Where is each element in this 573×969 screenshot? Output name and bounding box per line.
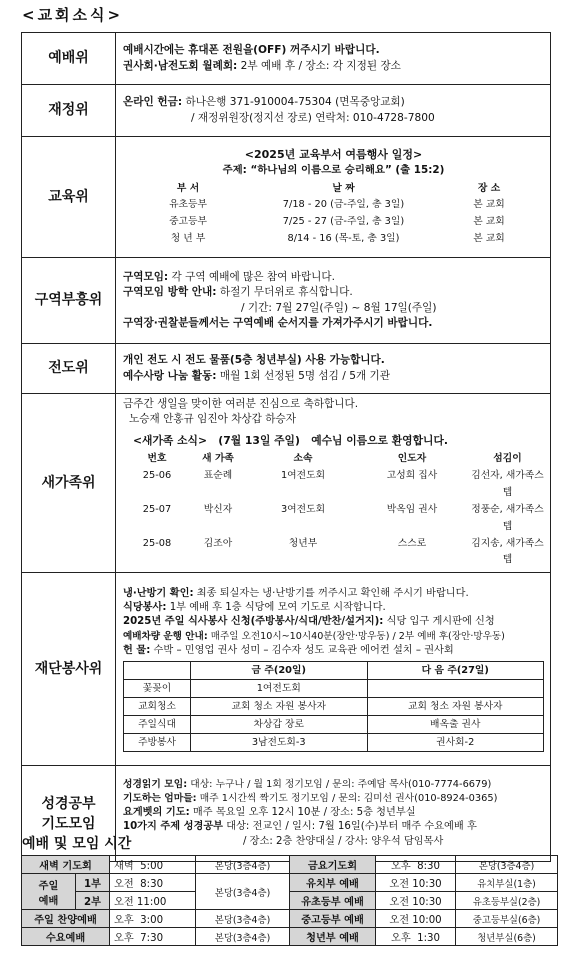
evangelism-line2-rest: 매월 1회 선정된 5명 섬김 / 5개 기관 — [216, 369, 391, 382]
bible-label-line2: 기도모임 — [41, 815, 96, 832]
duty-this-week: 1여전도회 — [191, 680, 368, 698]
nf-name: 김조아 — [203, 537, 233, 549]
finance-line1-bold: 온라인 헌금: — [123, 96, 183, 109]
friday-time: 오후 8:30 — [376, 856, 456, 874]
elem-label: 유초등부 예배 — [290, 892, 376, 910]
service-line1-bold: 냉·난방기 확인: — [123, 587, 194, 599]
worship-content — [116, 33, 551, 85]
worship-line2-bold: 권사회·남전도회 월례회: — [123, 59, 238, 72]
nf-no: 25-06 — [142, 470, 172, 482]
schedule-row — [22, 928, 558, 946]
duty-label: 주방봉사 — [124, 734, 191, 752]
duty-label: 주일식대 — [124, 716, 191, 734]
edu-header-place: 장 소 — [477, 182, 501, 194]
district-row — [22, 258, 551, 344]
nf-guide: 박옥임 권사 — [386, 503, 438, 515]
duty-header-this-week: 금 주(20일) — [191, 662, 368, 680]
district-line4: 구역장·권찰분들께서는 구역예배 순서지를 가져가주시기 바랍니다. — [123, 316, 433, 329]
nf-guide: 스스로 — [397, 537, 427, 549]
elem-time: 오전 10:30 — [376, 892, 456, 910]
bible-line5: / 장소: 2층 찬양대실 / 강사: 양우석 담임목사 — [243, 835, 444, 847]
service-duty-header — [124, 662, 544, 680]
service-line4 — [123, 630, 544, 644]
district-line2-bold: 구역모임 방학 안내: — [123, 286, 217, 299]
nf-header-server: 섬김이 — [493, 453, 522, 465]
praise-time: 오후 3:00 — [110, 910, 196, 928]
service-line3-bold: 2025년 주일 식사봉사 신청(주방봉사/식대/반찬/설거지): — [123, 616, 384, 628]
finance-line1-rest: 하나은행 371-910004-75304 (면목중앙교회) — [182, 96, 405, 109]
dawn-time: 새벽 5:00 — [110, 856, 196, 874]
schedule-table — [21, 855, 558, 946]
newfamily-grid — [131, 451, 544, 569]
sunday-part2: 2부 — [76, 892, 110, 910]
evangelism-row — [22, 344, 551, 394]
duty-next-week: 교회 청소 자원 봉사자 — [367, 698, 544, 716]
finance-line1 — [123, 95, 544, 110]
sunday-time1: 오전 8:30 — [110, 874, 196, 892]
newfamily-birthdays: 노승재 안홍규 임진아 차상갑 하승자 — [129, 413, 296, 426]
edu-place: 본 교회 — [473, 216, 505, 228]
nf-header-name: 새 가족 — [202, 453, 234, 465]
newfamily-content — [116, 394, 551, 573]
nf-group: 청년부 — [288, 537, 318, 549]
duty-label: 교회청소 — [124, 698, 191, 716]
edu-dept: 청 년 부 — [170, 233, 206, 245]
education-heading: <2025년 교육부서 여름행사 일정> — [244, 148, 423, 162]
edu-date: 7/18 - 20 (금-주일, 총 3일) — [282, 199, 405, 211]
service-row — [22, 573, 551, 766]
district-label: 구역부흥위 — [22, 258, 116, 344]
schedule-row — [22, 910, 558, 928]
newfamily-label: 새가족위 — [22, 394, 116, 573]
service-label: 재단봉사위 — [22, 573, 116, 766]
nf-no: 25-07 — [142, 503, 172, 515]
bible-line4 — [123, 820, 544, 834]
youth-place: 청년부실(6층) — [456, 928, 558, 946]
praise-place: 본당(3층4층) — [196, 910, 290, 928]
finance-content — [116, 85, 551, 137]
duty-this-week: 교회 청소 자원 봉사자 — [191, 698, 368, 716]
nf-server: 김선자, 새가족스텝 — [471, 470, 544, 499]
wed-place: 본당(3층4층) — [196, 928, 290, 946]
service-line4-rest: 매주일 오전10시~10시40분(장안·망우동) / 2부 예배 후(장안·망우동) — [207, 630, 505, 642]
service-line5 — [123, 644, 544, 658]
nf-name: 박신자 — [203, 503, 233, 515]
duty-label: 꽃꽂이 — [124, 680, 191, 698]
bible-line2-bold: 기도하는 엄마들: — [123, 793, 197, 805]
newfamily-row — [22, 394, 551, 573]
page-title: <교회소식> — [22, 6, 124, 24]
nf-header-group: 소속 — [293, 453, 313, 465]
duty-header-next-week: 다 음 주(27일) — [367, 662, 544, 680]
service-line3 — [123, 615, 544, 629]
mid-place: 중고등부실(6층) — [456, 910, 558, 928]
dawn-label: 새벽 기도회 — [22, 856, 110, 874]
service-line1 — [123, 587, 544, 601]
district-line2 — [123, 285, 544, 300]
district-content — [116, 258, 551, 344]
nf-server: 정풍순, 새가족스텝 — [471, 503, 544, 532]
bible-line3-bold: 요게벳의 기도: — [123, 806, 190, 818]
nf-server: 김지송, 새가족스텝 — [471, 537, 544, 566]
edu-place: 본 교회 — [473, 199, 505, 211]
nf-name: 표순례 — [203, 470, 233, 482]
duty-next-week: 권사회-2 — [367, 734, 544, 752]
praise-label: 주일 찬양예배 — [22, 910, 110, 928]
edu-dept: 중고등부 — [169, 216, 207, 228]
district-line1-rest: 각 구역 예배에 많은 참여 바랍니다. — [168, 271, 336, 284]
bible-line3 — [123, 806, 544, 820]
friday-place: 본당(3층4층) — [456, 856, 558, 874]
duty-header-blank — [124, 662, 191, 680]
mid-label: 중고등부 예배 — [290, 910, 376, 928]
edu-date: 8/14 - 16 (목-토, 총 3일) — [287, 233, 400, 245]
evangelism-label: 전도위 — [22, 344, 116, 394]
nf-group: 3여전도회 — [280, 503, 326, 515]
bible-line2 — [123, 792, 544, 806]
education-theme: 주제: “하나님의 이름으로 승리해요” (출 15:2) — [222, 163, 445, 176]
edu-header-date: 날 짜 — [332, 182, 355, 194]
kinder-time: 오전 10:30 — [376, 874, 456, 892]
duty-next-week: 배옥출 권사 — [367, 716, 544, 734]
education-schedule-grid — [123, 181, 544, 248]
finance-label: 재정위 — [22, 85, 116, 137]
district-line2-rest: 하절기 무더위로 휴식합니다. — [216, 286, 353, 299]
district-line3: / 기간: 7월 27일(주일) ~ 8월 17일(주일) — [241, 301, 437, 314]
worship-line2-rest: 2부 예배 후 / 장소: 각 지정된 장소 — [237, 59, 401, 72]
sunday-part1: 1부 — [76, 874, 110, 892]
kinder-place: 유치부실(1층) — [456, 874, 558, 892]
kinder-label: 유치부 예배 — [290, 874, 376, 892]
bible-line1-bold: 성경읽기 모임: — [123, 779, 188, 791]
evangelism-line2 — [123, 369, 544, 384]
edu-dept: 유초등부 — [169, 199, 207, 211]
schedule-title: 예배 및 모임 시간 — [22, 836, 132, 852]
bible-label-line1: 성경공부 — [41, 795, 96, 812]
service-line5-bold: 헌 물: — [123, 644, 151, 656]
edu-header-dept: 부 서 — [176, 182, 200, 194]
bible-line2-rest: 매주 1시간씩 짝기도 정기모임 / 문의: 김미선 권사(010-8924-0365) — [196, 793, 498, 805]
evangelism-line1: 개인 전도 시 전도 물품(5층 청년부실) 사용 가능합니다. — [123, 354, 385, 367]
finance-row — [22, 85, 551, 137]
worship-line1: 예배시간에는 휴대폰 전원을(OFF) 꺼주시기 바랍니다. — [123, 44, 380, 57]
nf-no: 25-08 — [142, 537, 172, 549]
service-line2-rest: 1부 예배 후 1층 식당에 모여 기도로 시작합니다. — [166, 602, 386, 613]
sunday-place: 본당(3층4층) — [196, 874, 290, 910]
service-line2-bold: 식당봉사: — [123, 602, 167, 613]
duty-row — [124, 680, 544, 698]
evangelism-content — [116, 344, 551, 394]
bible-line4-bold: 10가지 주제 성경공부 — [123, 821, 223, 833]
church-news-table — [21, 32, 551, 862]
sunday-label-line1: 주일 — [38, 880, 59, 892]
bible-line1 — [123, 778, 544, 792]
service-duty-table — [123, 661, 544, 752]
service-line3-rest: 식당 입구 게시판에 신청 — [383, 616, 495, 628]
nf-header-no: 번호 — [147, 453, 167, 465]
service-line1-rest: 최종 퇴실자는 냉·난방기를 꺼주시고 확인해 주시기 바랍니다. — [193, 587, 469, 599]
bible-content — [116, 766, 551, 862]
dawn-place: 본당(3층4층) — [196, 856, 290, 874]
newfamily-line1: 금주간 생일을 맞이한 여러분 진심으로 축하합니다. — [123, 398, 359, 410]
schedule-row — [22, 874, 558, 892]
duty-row — [124, 734, 544, 752]
edu-place: 본 교회 — [473, 233, 505, 245]
friday-label: 금요기도회 — [290, 856, 376, 874]
wed-label: 수요예배 — [22, 928, 110, 946]
edu-date: 7/25 - 27 (금-주일, 총 3일) — [282, 216, 405, 228]
youth-time: 오후 1:30 — [376, 928, 456, 946]
elem-place: 유초등부실(2층) — [456, 892, 558, 910]
schedule-row — [22, 892, 558, 910]
duty-row — [124, 716, 544, 734]
service-line4-bold: 예배차량 운행 안내: — [123, 630, 208, 642]
bible-line4-rest: 대상: 전교인 / 일시: 7월 16일(수)부터 매주 수요예배 후 — [223, 821, 477, 833]
youth-label: 청년부 예배 — [290, 928, 376, 946]
education-label: 교육위 — [22, 137, 116, 258]
duty-row — [124, 698, 544, 716]
finance-line2: / 재정위원장(정지선 장로) 연락처: 010-4728-7800 — [191, 111, 435, 124]
wed-time: 오후 7:30 — [110, 928, 196, 946]
evangelism-line2-bold: 예수사랑 나눔 활동: — [123, 369, 217, 382]
schedule-row — [22, 856, 558, 874]
mid-time: 오전 10:00 — [376, 910, 456, 928]
duty-this-week: 차상갑 장로 — [191, 716, 368, 734]
education-row — [22, 137, 551, 258]
bible-line1-rest: 대상: 누구나 / 월 1회 정기모임 / 문의: 주예담 목사(010-7774-6679) — [187, 779, 492, 791]
service-content — [116, 573, 551, 766]
nf-header-guide: 인도자 — [397, 453, 427, 465]
worship-row — [22, 33, 551, 85]
sunday-label — [22, 874, 76, 910]
nf-guide: 고성희 집사 — [386, 470, 438, 482]
duty-this-week: 3남전도회-3 — [191, 734, 368, 752]
duty-next-week — [367, 680, 544, 698]
nf-group: 1여전도회 — [280, 470, 326, 482]
bible-line3-rest: 매주 목요일 오후 12시 10분 / 장소: 5층 청년부실 — [189, 806, 416, 818]
worship-line2 — [123, 59, 544, 74]
worship-label: 예배위 — [22, 33, 116, 85]
service-line2 — [123, 601, 544, 615]
newfamily-news-heading: <새가족 소식> (7월 13일 주일) 예수님 이름으로 환영합니다. — [133, 434, 448, 448]
district-line1-bold: 구역모임: — [123, 271, 169, 284]
sunday-label-line2: 예배 — [38, 895, 59, 907]
education-content — [116, 137, 551, 258]
service-line5-rest: 수박 – 민영업 권사 성미 – 김수자 성도 교육관 에어컨 설치 – 권사회 — [150, 644, 454, 656]
district-line1 — [123, 270, 544, 285]
sunday-time2: 오전 11:00 — [110, 892, 196, 910]
